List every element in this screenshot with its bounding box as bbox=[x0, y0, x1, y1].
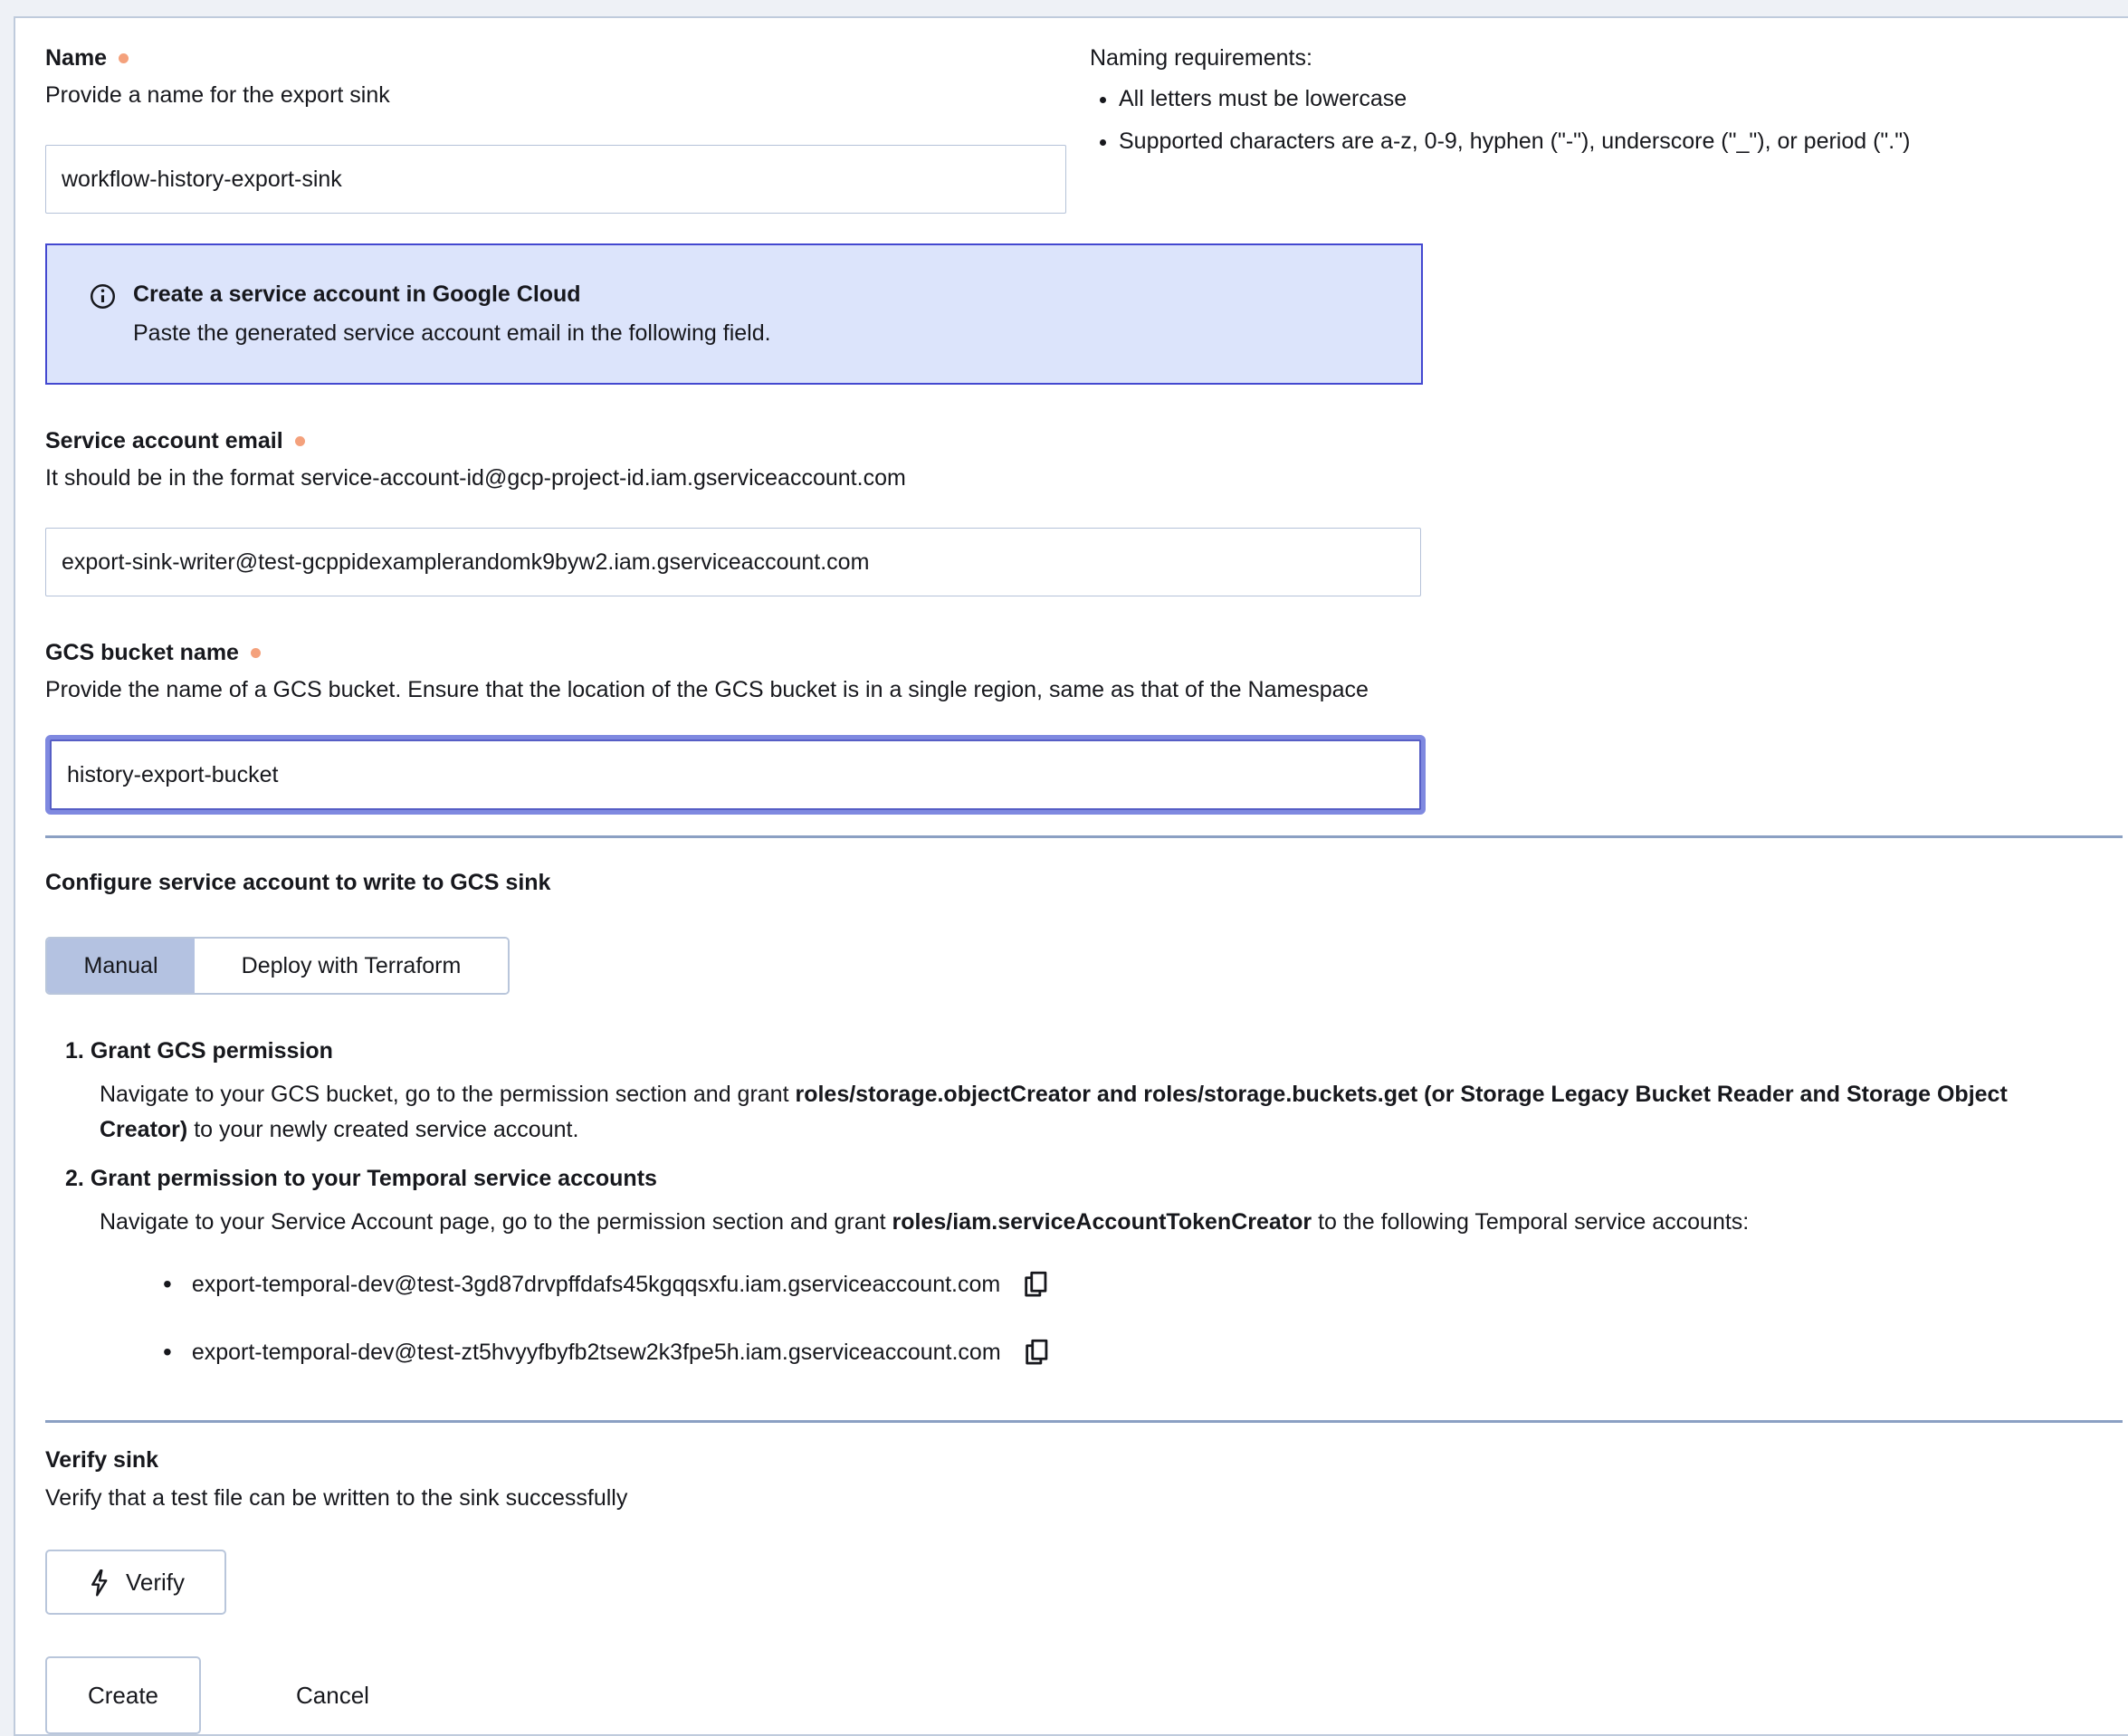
step-body-text: to your newly created service account. bbox=[187, 1117, 579, 1142]
step-body-text: Navigate to your Service Account page, go to the permission section and grant bbox=[100, 1209, 892, 1235]
configure-tabs bbox=[45, 937, 510, 995]
step-grant-gcs-permission bbox=[45, 1038, 2123, 1148]
required-dot-icon bbox=[119, 53, 129, 63]
tab-manual[interactable]: Manual bbox=[47, 939, 195, 993]
step-number: 2. bbox=[65, 1166, 84, 1191]
verify-button-label: Verify bbox=[125, 1568, 186, 1596]
step-body-bold-text: roles/storage.objectCreator and roles/storage.buckets.get (or Storage Legacy Bucket Reader and Storage Object Creator) bbox=[100, 1082, 2008, 1142]
step-number: 1. bbox=[65, 1038, 84, 1064]
section-divider bbox=[45, 835, 2123, 838]
step-title-text: Grant GCS permission bbox=[90, 1038, 333, 1064]
configure-section-title: Configure service account to write to GCS sink bbox=[45, 870, 551, 895]
service-account-email-label bbox=[45, 426, 2123, 455]
copy-icon[interactable] bbox=[1023, 1337, 1050, 1368]
naming-requirements-list bbox=[1090, 86, 2079, 155]
naming-requirement-item: • All letters must be lowercase bbox=[1119, 86, 2079, 112]
service-account-email-label-text: Service account email bbox=[45, 427, 283, 453]
verify-button[interactable] bbox=[45, 1550, 226, 1615]
info-banner-body: Paste the generated service account email in the following field. bbox=[133, 320, 771, 346]
gcs-bucket-name-label-text: GCS bucket name bbox=[45, 639, 239, 665]
naming-requirements-title: Naming requirements: bbox=[1090, 45, 1312, 71]
gcs-bucket-name-label bbox=[45, 638, 2123, 667]
temporal-service-account-item bbox=[163, 1269, 2123, 1300]
name-field-label bbox=[45, 43, 1066, 72]
create-button[interactable]: Create bbox=[45, 1656, 201, 1734]
manual-steps bbox=[45, 1038, 2123, 1240]
gcs-bucket-name-desc: Provide the name of a GCS bucket. Ensure that the location of the GCS bucket is in a single region, same as that of the Namespace bbox=[45, 677, 1369, 702]
temporal-service-account-item bbox=[163, 1337, 2123, 1368]
service-account-email-desc: It should be in the format service-account-id@gcp-project-id.iam.gserviceaccount.com bbox=[45, 465, 906, 491]
step-title-text: Grant permission to your Temporal service accounts bbox=[90, 1166, 657, 1191]
copy-icon[interactable] bbox=[1022, 1269, 1049, 1300]
temporal-service-account-email: • export-temporal-dev@test-zt5hvyyfbyfb2tsew2k3fpe5h.iam.gserviceaccount.com bbox=[191, 1339, 1001, 1365]
tab-deploy-with-terraform[interactable]: Deploy with Terraform bbox=[195, 939, 508, 993]
verify-sink-title: Verify sink bbox=[45, 1447, 159, 1473]
info-icon bbox=[89, 282, 117, 347]
step-body-text: to the following Temporal service accounts: bbox=[1312, 1209, 1750, 1235]
temporal-service-account-list bbox=[163, 1269, 2123, 1368]
naming-requirement-item: • Supported characters are a-z, 0-9, hyphen ("-"), underscore ("_"), or period (".") bbox=[1119, 129, 2079, 155]
temporal-service-account-email: • export-temporal-dev@test-3gd87drvpffdafs45kgqqsxfu.iam.gserviceaccount.com bbox=[191, 1271, 1001, 1297]
gcs-bucket-name-input[interactable] bbox=[50, 739, 1421, 810]
verify-sink-desc: Verify that a test file can be written to the sink successfully bbox=[45, 1485, 628, 1511]
step-body bbox=[100, 1077, 2082, 1148]
step-body bbox=[100, 1205, 2082, 1240]
step-body-text: Navigate to your GCS bucket, go to the permission section and grant bbox=[100, 1082, 796, 1107]
section-divider bbox=[45, 1420, 2123, 1423]
sink-name-input[interactable] bbox=[45, 145, 1066, 214]
step-body-bold-text: roles/iam.serviceAccountTokenCreator bbox=[892, 1209, 1312, 1235]
step-title bbox=[65, 1166, 2123, 1192]
name-field-desc: Provide a name for the export sink bbox=[45, 82, 390, 108]
service-account-email-input[interactable] bbox=[45, 528, 1421, 596]
service-account-info-banner bbox=[45, 243, 1423, 385]
info-banner-title: Create a service account in Google Cloud bbox=[133, 281, 581, 307]
required-dot-icon bbox=[295, 436, 305, 446]
cancel-button[interactable]: Cancel bbox=[296, 1681, 369, 1709]
name-label-text: Name bbox=[45, 44, 108, 71]
step-grant-temporal-permission bbox=[45, 1166, 2123, 1240]
required-dot-icon bbox=[251, 648, 261, 658]
export-sink-form-panel bbox=[14, 16, 2128, 1736]
step-title bbox=[65, 1038, 2123, 1064]
lightning-bolt-icon bbox=[87, 1569, 111, 1597]
